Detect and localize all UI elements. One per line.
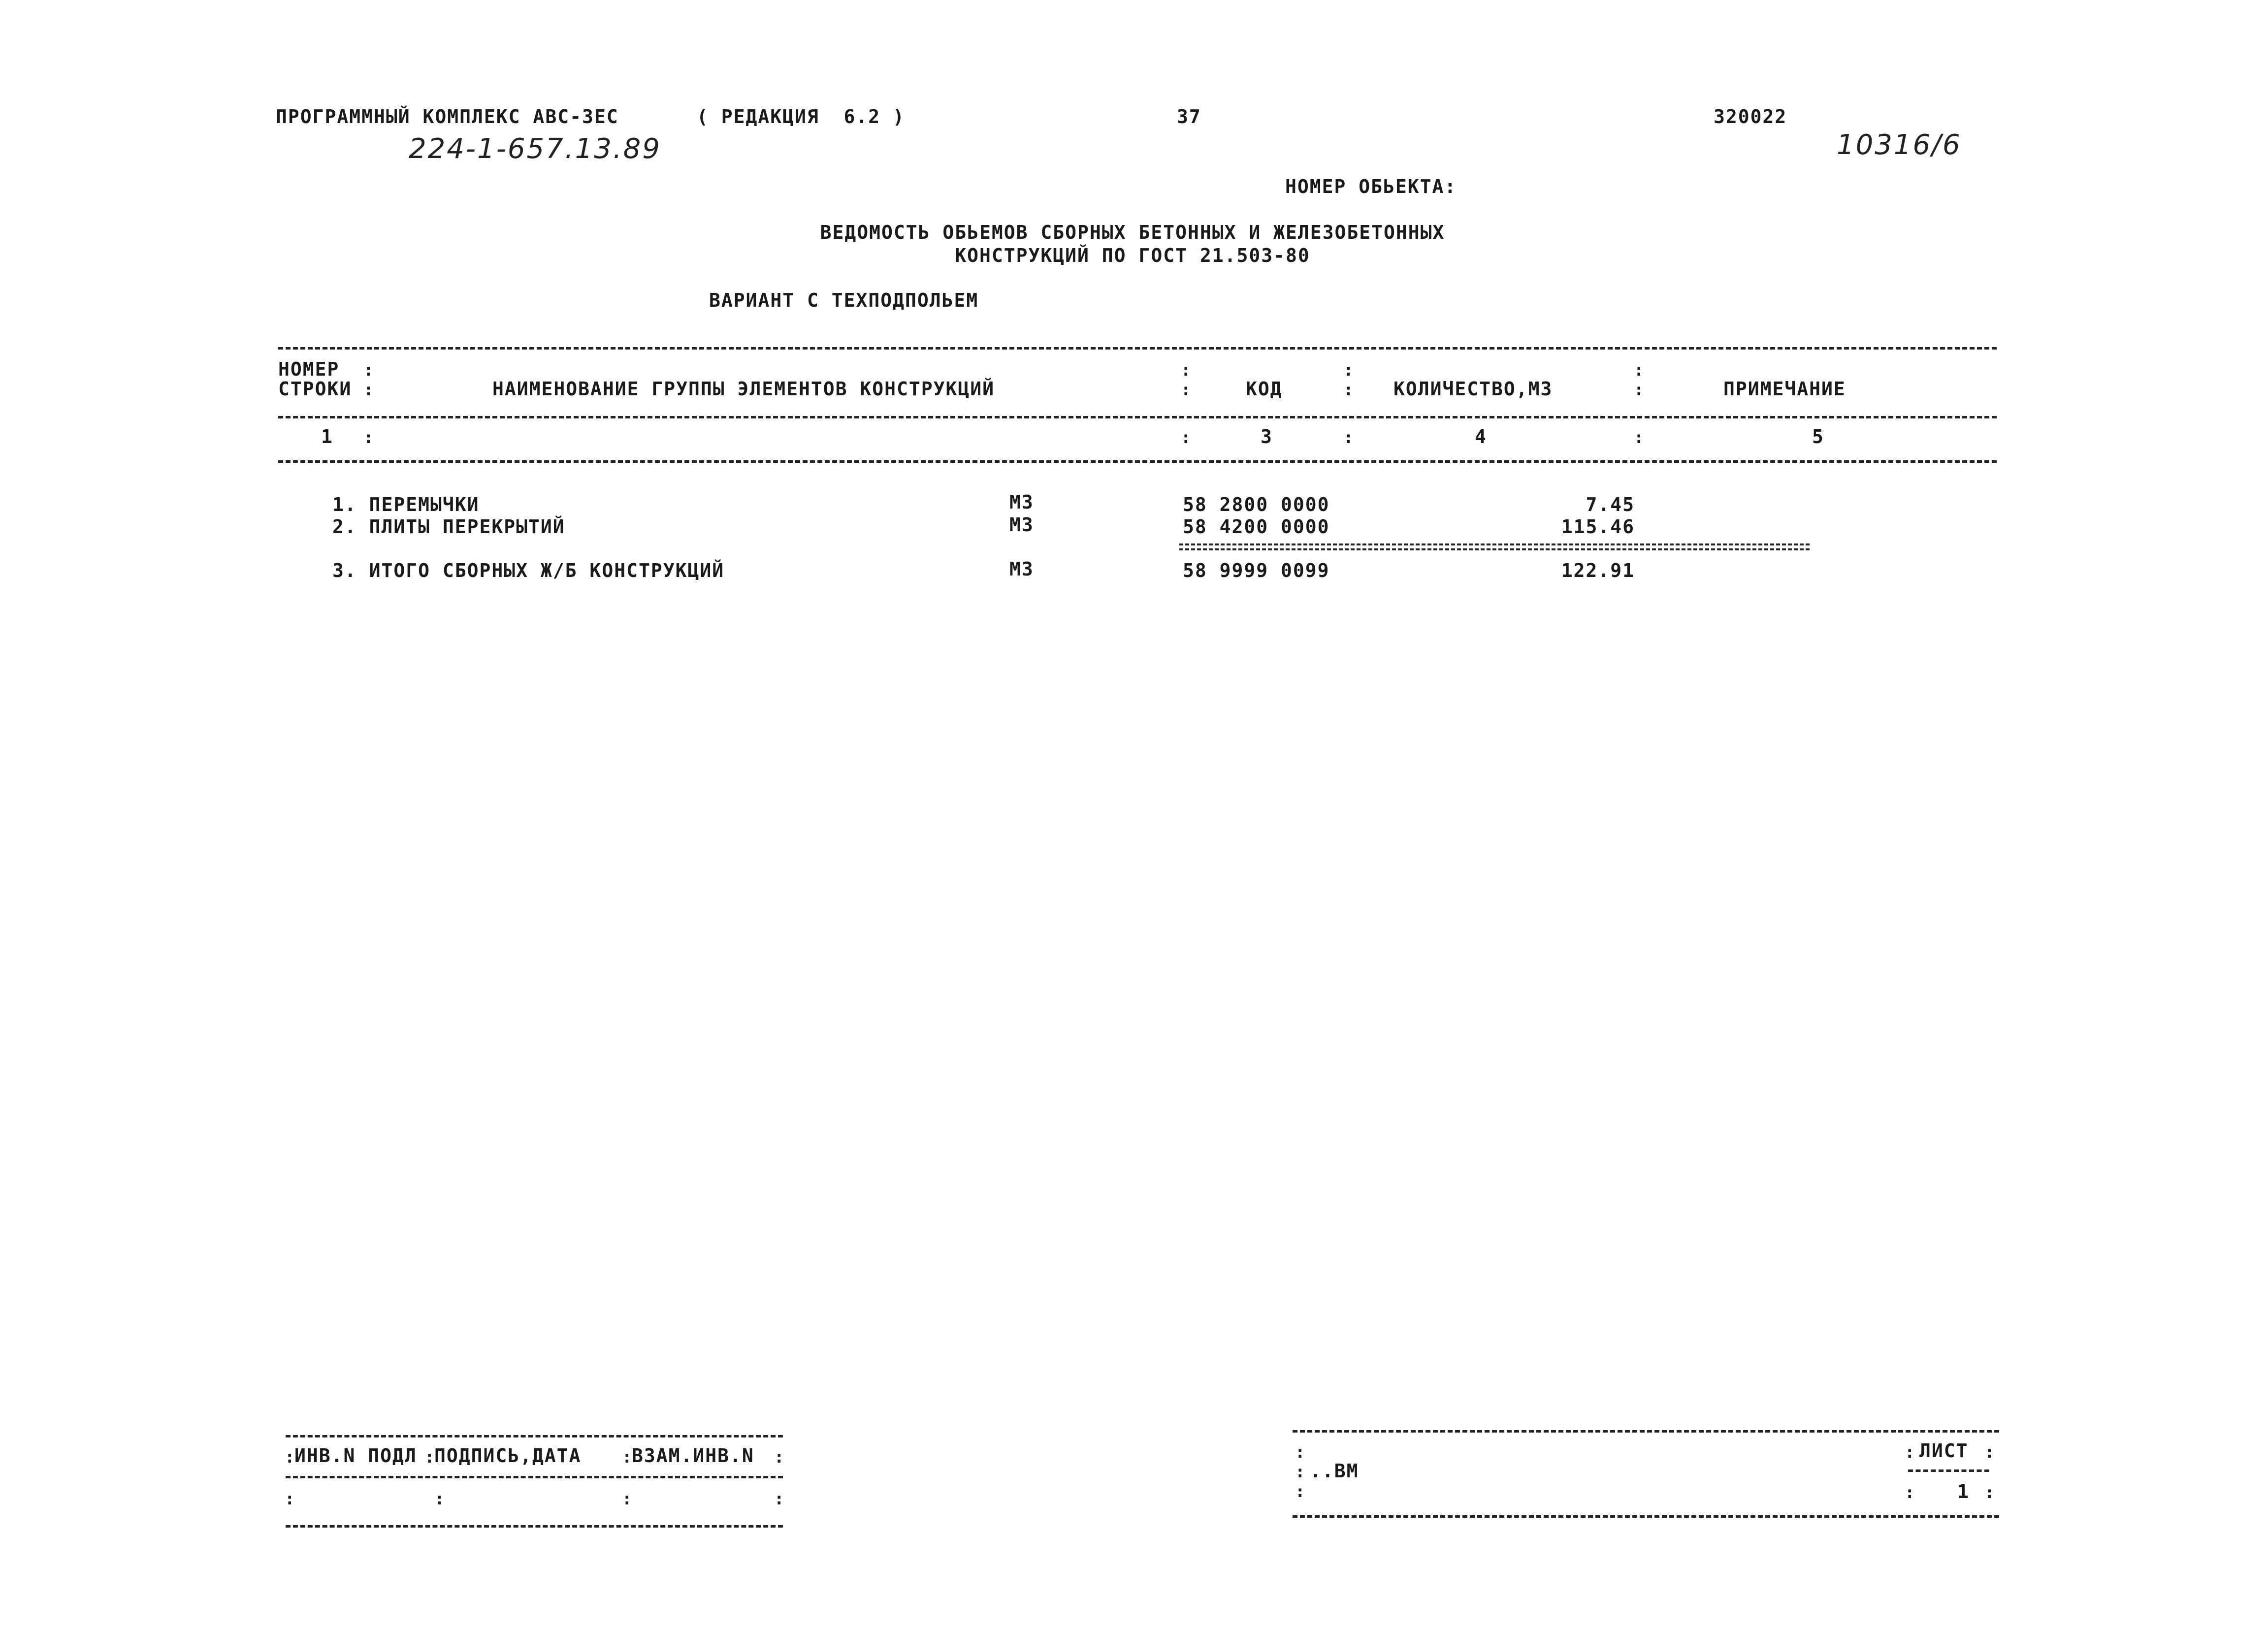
column-separator: : [1634, 380, 1645, 400]
column-separator: : [1181, 428, 1192, 447]
column-number-4: 4 [1475, 426, 1487, 447]
row-quantity: 122.91 [1561, 560, 1635, 581]
column-separator: : [363, 360, 375, 380]
column-separator: : [285, 1447, 296, 1467]
table-header-rule [278, 416, 1997, 418]
row-quantity: 115.46 [1561, 516, 1635, 538]
row-unit: М3 [1009, 514, 1034, 536]
row-name: 2. ПЛИТЫ ПЕРЕКРЫТИЙ [332, 516, 565, 538]
variant-label: ВАРИАНТ С ТЕХПОДПОЛЬЕМ [709, 289, 979, 311]
header-row-number-1: НОМЕР [278, 358, 340, 380]
stamp-rule [1293, 1430, 1999, 1433]
stamp-replacement-inventory: ВЗАМ.ИНВ.N [632, 1445, 754, 1467]
column-separator: : [1343, 380, 1355, 400]
row-name: 1. ПЕРЕМЫЧКИ [332, 494, 480, 515]
row-unit: М3 [1009, 558, 1034, 580]
column-separator: : [1295, 1462, 1306, 1482]
stamp-inventory-number: ИНВ.N ПОДЛ [294, 1445, 417, 1467]
column-separator: : [1295, 1482, 1306, 1501]
edition-label: ( РЕДАКЦИЯ 6.2 ) [697, 106, 905, 128]
column-separator: : [1984, 1483, 1996, 1502]
column-separator: : [434, 1489, 446, 1509]
column-separator: : [774, 1489, 785, 1509]
stamp-rule [1293, 1515, 1999, 1518]
column-separator: : [1181, 380, 1192, 400]
column-number-5: 5 [1812, 426, 1824, 447]
stamp-rule [1908, 1469, 1989, 1472]
stamp-rule [286, 1435, 783, 1437]
column-separator: : [622, 1447, 633, 1467]
column-separator: : [363, 428, 375, 447]
row-unit: М3 [1009, 491, 1034, 513]
document-code: 320022 [1714, 106, 1787, 128]
column-separator: : [774, 1447, 785, 1467]
row-name: 3. ИТОГО СБОРНЫХ Ж/Б КОНСТРУКЦИЙ [332, 560, 725, 581]
column-separator: : [424, 1447, 436, 1467]
document-title-line-1: ВЕДОМОСТЬ ОБЬЕМОВ СБОРНЫХ БЕТОННЫХ И ЖЕЛЕЗОБЕТОННЫХ [820, 222, 1445, 243]
page-number: 37 [1177, 106, 1201, 128]
header-code: КОД [1246, 378, 1283, 400]
header-note: ПРИМЕЧАНИЕ [1723, 378, 1846, 400]
stamp-sheet-number: 1 [1957, 1481, 1970, 1502]
stamp-signature-date: ПОДПИСЬ,ДАТА [434, 1445, 582, 1467]
header-quantity: КОЛИЧЕСТВО,М3 [1393, 378, 1553, 400]
row-quantity: 7.45 [1586, 494, 1635, 515]
document-title-line-2: КОНСТРУКЦИЙ ПО ГОСТ 21.503-80 [955, 245, 1310, 266]
column-separator: : [1634, 360, 1645, 380]
column-separator: : [1905, 1442, 1916, 1462]
column-separator: : [1343, 360, 1355, 380]
table-body-rule [278, 460, 1997, 463]
row-code: 58 9999 0099 [1183, 560, 1330, 581]
column-separator: : [363, 380, 375, 400]
column-separator: : [622, 1489, 633, 1509]
column-separator: : [1634, 428, 1645, 447]
stamp-sheet-label: ЛИСТ [1919, 1440, 1969, 1462]
row-code: 58 4200 0000 [1183, 516, 1330, 538]
column-separator: : [1181, 360, 1192, 380]
column-separator: : [1343, 428, 1355, 447]
stamp-rule [286, 1476, 783, 1478]
software-name: ПРОГРАММНЫЙ КОМПЛЕКС АВС-3ЕС [276, 106, 619, 128]
stamp-rule [286, 1525, 783, 1528]
column-separator: : [285, 1489, 296, 1509]
column-separator: : [1905, 1483, 1916, 1502]
row-code: 58 2800 0000 [1183, 494, 1330, 515]
column-separator: : [1295, 1442, 1306, 1462]
header-row-number-2: СТРОКИ [278, 378, 352, 400]
handwritten-series-number: 224-1-657.13.89 [409, 133, 661, 165]
column-number-3: 3 [1261, 426, 1273, 447]
column-number-1: 1 [321, 426, 333, 447]
object-number-label: НОМЕР ОБЬЕКТА: [1285, 176, 1457, 197]
handwritten-archive-number: 10316/6 [1837, 129, 1962, 161]
stamp-mark: ..ВМ [1310, 1460, 1359, 1482]
column-separator: : [1984, 1442, 1996, 1462]
table-top-rule [278, 347, 1997, 350]
header-name: НАИМЕНОВАНИЕ ГРУППЫ ЭЛЕМЕНТОВ КОНСТРУКЦИЙ [492, 378, 995, 400]
total-double-rule [1179, 543, 1810, 550]
